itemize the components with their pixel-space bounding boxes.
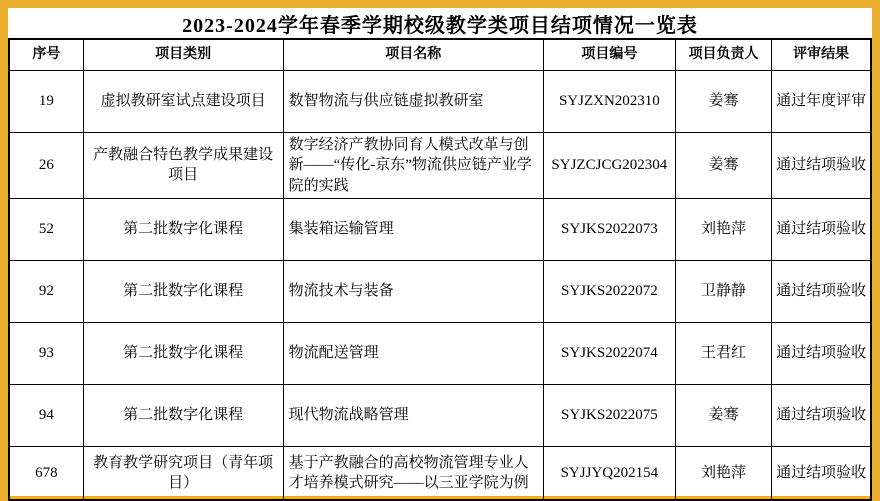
cell-leader: 刘艳萍 [675,198,772,260]
col-header-code: 项目编号 [543,39,675,71]
cell-code: SYJKS2022073 [543,198,675,260]
table-row [9,260,871,322]
col-header-leader: 项目负责人 [675,39,772,71]
cell-no: 19 [9,71,83,133]
cell-category: 第二批数字化课程 [83,198,283,260]
cell-no: 92 [9,260,83,322]
table-row [9,384,871,446]
cell-name: 现代物流战略管理 [283,384,543,446]
cell-name: 数字经济产教协同育人模式改革与创新——“传化-京东”物流供应链产业学院的实践 [283,133,543,199]
cell-result: 通过结项验收 [772,322,871,384]
col-header-name: 项目名称 [283,39,543,71]
projects-table [8,38,872,501]
cell-leader: 姜骞 [675,133,772,199]
cell-result: 通过结项验收 [772,260,871,322]
cell-category: 第二批数字化课程 [83,260,283,322]
cell-leader: 刘艳萍 [675,446,772,500]
title-band [8,8,872,38]
cell-code: SYJKS2022074 [543,322,675,384]
cell-result: 通过结项验收 [772,384,871,446]
document [8,8,872,496]
cell-no: 26 [9,133,83,199]
cell-code: SYJZCJCG202304 [543,133,675,199]
cell-result: 通过结项验收 [772,198,871,260]
cell-name: 数智物流与供应链虚拟教研室 [283,71,543,133]
cell-no: 94 [9,384,83,446]
col-header-category: 项目类别 [83,39,283,71]
cell-leader: 王君红 [675,322,772,384]
col-header-no: 序号 [9,39,83,71]
cell-category: 产教融合特色教学成果建设项目 [83,133,283,199]
table-body [9,71,871,501]
cell-no: 93 [9,322,83,384]
cell-code: SYJKS2022072 [543,260,675,322]
cell-leader: 卫静静 [675,260,772,322]
cell-name: 物流配送管理 [283,322,543,384]
cell-category: 教育教学研究项目（青年项目） [83,446,283,500]
cell-result: 通过年度评审 [772,71,871,133]
col-header-result: 评审结果 [772,39,871,71]
table-row [9,198,871,260]
table-row [9,322,871,384]
cell-result: 通过结项验收 [772,133,871,199]
cell-category: 第二批数字化课程 [83,322,283,384]
cell-leader: 姜骞 [675,71,772,133]
table-header-row [9,39,871,71]
cell-code: SYJKS2022075 [543,384,675,446]
cell-name: 基于产教融合的高校物流管理专业人才培养模式研究——以三亚学院为例 [283,446,543,500]
page-title: 2023-2024学年春季学期校级教学类项目结项情况一览表 [182,14,698,37]
cell-leader: 姜骞 [675,384,772,446]
cell-no: 678 [9,446,83,500]
cell-name: 集装箱运输管理 [283,198,543,260]
table-row [9,446,871,500]
cell-category: 虚拟教研室试点建设项目 [83,71,283,133]
cell-result: 通过结项验收 [772,446,871,500]
table-row [9,133,871,199]
cell-code: SYJZXN202310 [543,71,675,133]
table-row [9,71,871,133]
cell-code: SYJJYQ202154 [543,446,675,500]
cell-no: 52 [9,198,83,260]
cell-category: 第二批数字化课程 [83,384,283,446]
cell-name: 物流技术与装备 [283,260,543,322]
